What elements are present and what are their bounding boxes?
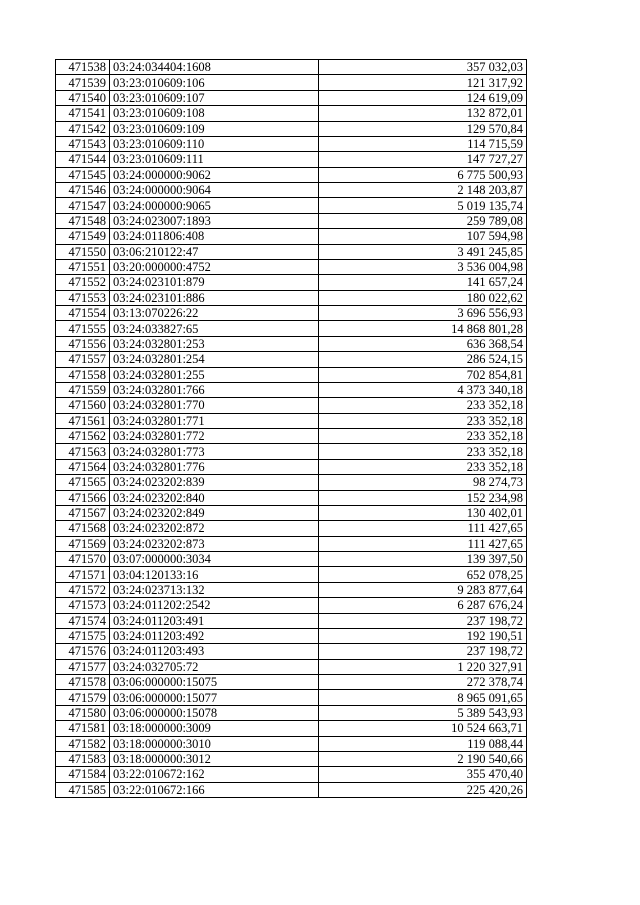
table-row [56,106,527,121]
cadastral-number-cell: 03:24:034404:1608 [110,60,319,75]
table-row [56,459,527,474]
row-id-cell: 471539 [56,75,110,90]
row-id-cell: 471570 [56,552,110,567]
amount-cell: 3 491 245,85 [319,244,527,259]
cadastral-number-cell: 03:24:032705:72 [110,659,319,674]
row-id-cell: 471556 [56,336,110,351]
cadastral-number-cell: 03:24:023007:1893 [110,213,319,228]
row-id-cell: 471547 [56,198,110,213]
table-row [56,367,527,382]
cadastral-number-cell: 03:24:023202:873 [110,536,319,551]
row-id-cell: 471551 [56,259,110,274]
amount-cell: 130 402,01 [319,505,527,520]
cadastral-number-cell: 03:24:032801:772 [110,429,319,444]
amount-cell: 636 368,54 [319,336,527,351]
table-row [56,628,527,643]
table-row [56,306,527,321]
amount-cell: 111 427,65 [319,536,527,551]
row-id-cell: 471573 [56,598,110,613]
cadastral-number-cell: 03:06:210122:47 [110,244,319,259]
amount-cell: 5 019 135,74 [319,198,527,213]
table-row [56,475,527,490]
row-id-cell: 471555 [56,321,110,336]
amount-cell: 237 198,72 [319,644,527,659]
row-id-cell: 471569 [56,536,110,551]
row-id-cell: 471583 [56,751,110,766]
cadastral-number-cell: 03:23:010609:107 [110,90,319,105]
cadastral-number-cell: 03:07:000000:3034 [110,552,319,567]
amount-cell: 132 872,01 [319,106,527,121]
table-row [56,413,527,428]
amount-cell: 147 727,27 [319,152,527,167]
table-row [56,198,527,213]
amount-cell: 259 789,08 [319,213,527,228]
table-row [56,213,527,228]
amount-cell: 5 389 543,93 [319,705,527,720]
table-row [56,505,527,520]
table-row [56,167,527,182]
cadastral-number-cell: 03:24:032801:776 [110,459,319,474]
cadastral-number-cell: 03:18:000000:3009 [110,721,319,736]
data-table [55,59,527,798]
amount-cell: 272 378,74 [319,675,527,690]
row-id-cell: 471574 [56,613,110,628]
row-id-cell: 471563 [56,444,110,459]
amount-cell: 121 317,92 [319,75,527,90]
table-row [56,552,527,567]
table-row [56,536,527,551]
table-row [56,398,527,413]
row-id-cell: 471578 [56,675,110,690]
cadastral-number-cell: 03:24:032801:254 [110,352,319,367]
cadastral-number-cell: 03:13:070226:22 [110,306,319,321]
amount-cell: 152 234,98 [319,490,527,505]
row-id-cell: 471582 [56,736,110,751]
table-row [56,121,527,136]
table-row [56,290,527,305]
cadastral-number-cell: 03:24:023101:886 [110,290,319,305]
amount-cell: 3 696 556,93 [319,306,527,321]
table-row [56,782,527,797]
cadastral-number-cell: 03:24:032801:770 [110,398,319,413]
amount-cell: 357 032,03 [319,60,527,75]
amount-cell: 9 283 877,64 [319,582,527,597]
table-row [56,767,527,782]
table-row [56,259,527,274]
cadastral-number-cell: 03:24:023202:872 [110,521,319,536]
table-row [56,675,527,690]
amount-cell: 192 190,51 [319,628,527,643]
amount-cell: 1 220 327,91 [319,659,527,674]
amount-cell: 233 352,18 [319,429,527,444]
row-id-cell: 471542 [56,121,110,136]
table-row [56,60,527,75]
cadastral-number-cell: 03:22:010672:162 [110,767,319,782]
cadastral-number-cell: 03:24:023713:132 [110,582,319,597]
row-id-cell: 471552 [56,275,110,290]
table-row [56,321,527,336]
row-id-cell: 471580 [56,705,110,720]
row-id-cell: 471568 [56,521,110,536]
table-row [56,490,527,505]
amount-cell: 119 088,44 [319,736,527,751]
cadastral-number-cell: 03:24:023202:849 [110,505,319,520]
amount-cell: 2 148 203,87 [319,183,527,198]
table-row [56,644,527,659]
amount-cell: 233 352,18 [319,444,527,459]
row-id-cell: 471564 [56,459,110,474]
row-id-cell: 471561 [56,413,110,428]
row-id-cell: 471565 [56,475,110,490]
amount-cell: 107 594,98 [319,229,527,244]
amount-cell: 139 397,50 [319,552,527,567]
table-row [56,244,527,259]
amount-cell: 652 078,25 [319,567,527,582]
amount-cell: 114 715,59 [319,136,527,151]
table-row [56,567,527,582]
cadastral-number-cell: 03:18:000000:3012 [110,751,319,766]
table-row [56,444,527,459]
row-id-cell: 471554 [56,306,110,321]
cadastral-number-cell: 03:24:032801:766 [110,382,319,397]
cadastral-number-cell: 03:06:000000:15075 [110,675,319,690]
cadastral-number-cell: 03:24:011203:491 [110,613,319,628]
amount-cell: 111 427,65 [319,521,527,536]
amount-cell: 180 022,62 [319,290,527,305]
cadastral-number-cell: 03:23:010609:110 [110,136,319,151]
row-id-cell: 471545 [56,167,110,182]
cadastral-number-cell: 03:24:032801:253 [110,336,319,351]
amount-cell: 237 198,72 [319,613,527,628]
amount-cell: 233 352,18 [319,398,527,413]
table-row [56,721,527,736]
cadastral-number-cell: 03:04:120133:16 [110,567,319,582]
table-body [56,60,527,798]
amount-cell: 14 868 801,28 [319,321,527,336]
table-row [56,613,527,628]
row-id-cell: 471541 [56,106,110,121]
table-row [56,736,527,751]
cadastral-number-cell: 03:24:011203:493 [110,644,319,659]
row-id-cell: 471566 [56,490,110,505]
row-id-cell: 471544 [56,152,110,167]
row-id-cell: 471548 [56,213,110,228]
row-id-cell: 471562 [56,429,110,444]
row-id-cell: 471557 [56,352,110,367]
row-id-cell: 471572 [56,582,110,597]
table-row [56,75,527,90]
row-id-cell: 471560 [56,398,110,413]
row-id-cell: 471546 [56,183,110,198]
table-row [56,90,527,105]
amount-cell: 4 373 340,18 [319,382,527,397]
table-row [56,183,527,198]
row-id-cell: 471553 [56,290,110,305]
table-row [56,352,527,367]
row-id-cell: 471585 [56,782,110,797]
cadastral-number-cell: 03:24:033827:65 [110,321,319,336]
table-row [56,690,527,705]
cadastral-number-cell: 03:18:000000:3010 [110,736,319,751]
table-row [56,152,527,167]
cadastral-number-cell: 03:24:032801:255 [110,367,319,382]
row-id-cell: 471577 [56,659,110,674]
row-id-cell: 471549 [56,229,110,244]
table-row [56,582,527,597]
row-id-cell: 471584 [56,767,110,782]
cadastral-number-cell: 03:24:000000:9065 [110,198,319,213]
table-row [56,336,527,351]
row-id-cell: 471550 [56,244,110,259]
table-row [56,751,527,766]
amount-cell: 286 524,15 [319,352,527,367]
row-id-cell: 471558 [56,367,110,382]
amount-cell: 8 965 091,65 [319,690,527,705]
row-id-cell: 471581 [56,721,110,736]
row-id-cell: 471576 [56,644,110,659]
cadastral-number-cell: 03:24:000000:9062 [110,167,319,182]
amount-cell: 129 570,84 [319,121,527,136]
row-id-cell: 471567 [56,505,110,520]
row-id-cell: 471571 [56,567,110,582]
cadastral-number-cell: 03:24:011806:408 [110,229,319,244]
row-id-cell: 471543 [56,136,110,151]
amount-cell: 233 352,18 [319,413,527,428]
cadastral-number-cell: 03:20:000000:4752 [110,259,319,274]
amount-cell: 3 536 004,98 [319,259,527,274]
cadastral-number-cell: 03:24:023202:839 [110,475,319,490]
cadastral-number-cell: 03:23:010609:108 [110,106,319,121]
amount-cell: 124 619,09 [319,90,527,105]
amount-cell: 355 470,40 [319,767,527,782]
cadastral-number-cell: 03:24:023202:840 [110,490,319,505]
amount-cell: 6 287 676,24 [319,598,527,613]
cadastral-number-cell: 03:22:010672:166 [110,782,319,797]
amount-cell: 6 775 500,93 [319,167,527,182]
amount-cell: 225 420,26 [319,782,527,797]
cadastral-number-cell: 03:24:032801:771 [110,413,319,428]
cadastral-number-cell: 03:06:000000:15078 [110,705,319,720]
cadastral-number-cell: 03:23:010609:111 [110,152,319,167]
table-row [56,705,527,720]
row-id-cell: 471540 [56,90,110,105]
table-row [56,659,527,674]
row-id-cell: 471579 [56,690,110,705]
cadastral-number-cell: 03:24:032801:773 [110,444,319,459]
cadastral-number-cell: 03:24:000000:9064 [110,183,319,198]
table-row [56,521,527,536]
cadastral-number-cell: 03:23:010609:109 [110,121,319,136]
row-id-cell: 471559 [56,382,110,397]
cadastral-number-cell: 03:24:011202:2542 [110,598,319,613]
amount-cell: 10 524 663,71 [319,721,527,736]
table-row [56,275,527,290]
amount-cell: 98 274,73 [319,475,527,490]
row-id-cell: 471538 [56,60,110,75]
amount-cell: 702 854,81 [319,367,527,382]
row-id-cell: 471575 [56,628,110,643]
table-row [56,382,527,397]
table-row [56,136,527,151]
cadastral-number-cell: 03:06:000000:15077 [110,690,319,705]
cadastral-number-cell: 03:24:023101:879 [110,275,319,290]
amount-cell: 141 657,24 [319,275,527,290]
table-row [56,229,527,244]
table-row [56,429,527,444]
amount-cell: 2 190 540,66 [319,751,527,766]
cadastral-number-cell: 03:23:010609:106 [110,75,319,90]
cadastral-number-cell: 03:24:011203:492 [110,628,319,643]
table-row [56,598,527,613]
amount-cell: 233 352,18 [319,459,527,474]
